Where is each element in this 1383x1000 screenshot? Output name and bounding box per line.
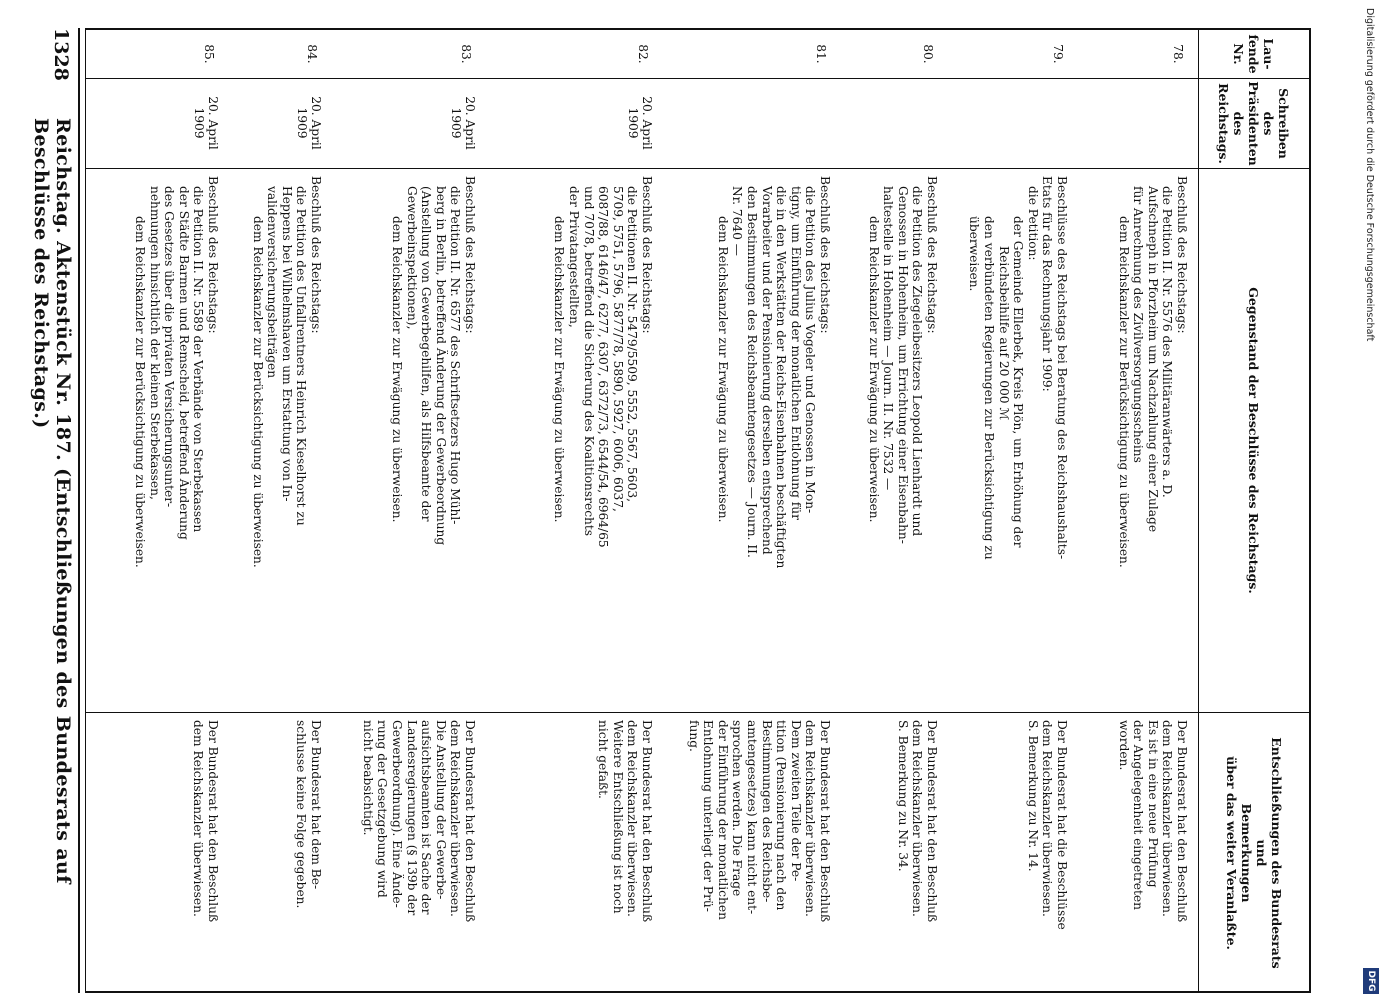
row-decision — [360, 720, 477, 982]
subject-line: Heppens bei Wilhelmshaven um Erstattung von In- — [279, 186, 294, 502]
subject-line: die Petition II. Nr. 5589 der Verbände von Sterbekassen — [191, 186, 206, 533]
subject-line: 5709, 5751, 5796, 5877/78, 5890, 5927, 6006, 6037, — [610, 186, 625, 512]
subject-line: dem Reichskanzler zur Erwägung zu überweisen. — [552, 216, 567, 523]
subject-line: Reichsbeihilfe auf 20 000 ℳ — [996, 246, 1011, 421]
row-date — [295, 80, 323, 166]
subject-line: die Petition II. Nr. 6577 des Schriftsetzers Hugo Mühl- — [448, 186, 463, 525]
subject-line: Gewerbeinspektionen), — [404, 186, 419, 330]
row-date-line: 1909 — [626, 107, 640, 139]
subject-line: Beschluß des Reichstags: — [925, 176, 939, 334]
row-number: 79. — [1051, 44, 1065, 64]
row-subject — [866, 176, 939, 704]
subject-line: die Petition: — [1025, 186, 1040, 261]
decision-line: dem Reichskanzler überwiesen. — [448, 720, 463, 917]
subject-line: dem Reichskanzler zur Berücksichtigung zu überweisen. — [250, 216, 265, 568]
subject-line: Beschluß des Reichstags: — [309, 176, 323, 334]
subject-line: die Petition des Ziegeleibesitzers Leopold Lienhardt und — [910, 186, 925, 537]
subject-line: nehmungen hinsichtlich der kleinen Sterbekassen, — [147, 186, 162, 500]
subject-line: die Petitionen II. Nr. 5479/5509, 5552, 5567, 5603, — [625, 186, 640, 502]
subject-line: Beschluß des Reichstags: — [206, 176, 220, 334]
subject-line: Beschluß des Reichstags: — [463, 176, 477, 334]
subject-line: den verbündeten Regierungen zur Berücksichtigung zu — [982, 216, 997, 560]
page-title: Reichstag. Aktenstück Nr. 187. (Entschließungen des Bundesrats auf Beschlüsse des Reichstags.) — [30, 118, 74, 884]
header-date-line: Reichstags. — [1216, 83, 1232, 164]
decision-line: Der Bundesrat hat den Beschluß — [206, 720, 220, 923]
subject-line: die in den Werkstätten der Reichs-Eisenbahnen beschäftigten — [774, 186, 789, 569]
subject-line: Beschluß des Reichstags: — [1175, 176, 1189, 334]
row-number: 78. — [1171, 44, 1185, 64]
subject-line: Aufschneph in Pforzheim um Nachzahlung einer Zulage — [1145, 186, 1160, 533]
header-date-line: Präsidenten — [1246, 81, 1262, 166]
subject-line: dem Reichskanzler zur Berücksichtigung zu überweisen. — [133, 216, 148, 568]
subject-line: für Anrechnung des Zivilversorgungsscheins — [1131, 186, 1146, 463]
subject-line: Beschluß des Reichstags: — [640, 176, 654, 334]
decision-line: Entlohnung unterliegt der Prü- — [701, 720, 716, 912]
decision-line: Der Bundesrat hat den Beschluß — [1175, 720, 1189, 923]
subject-line: Vorarbeiter und der Pensionierung derselben entsprechend — [759, 186, 774, 555]
decision-line: der Angelegenheit eingetreten — [1131, 720, 1146, 910]
decision-line: der Einführung der monatlichen — [715, 720, 730, 920]
decision-line: nicht beabsichtigt. — [360, 720, 375, 836]
subject-line: berg in Berlin, betreffend Änderung der Gewerbeordnung — [433, 186, 448, 546]
subject-line: überweisen. — [967, 216, 982, 292]
header-date-line: des — [1231, 111, 1247, 136]
decision-line: rung der Gesetzgebung wird — [375, 720, 390, 898]
row-date-line: 20. April — [206, 96, 220, 150]
subject-line: der Städte Barmen und Remscheid, betreffend Änderung — [176, 186, 191, 540]
decision-line: worden. — [1116, 720, 1131, 771]
funding-footer — [1355, 0, 1383, 1000]
row-number: 84. — [305, 44, 319, 64]
row-decision — [1116, 720, 1189, 982]
decision-line: Die Anstellung der Gewerbe- — [433, 720, 448, 900]
row-date-line: 1909 — [295, 107, 309, 139]
header-date — [1199, 79, 1309, 168]
header-decision-line: und — [1254, 839, 1269, 867]
page-header — [20, 28, 80, 993]
decision-line: Gewerbeordnung). Eine Ände- — [390, 720, 405, 908]
header-date-line: Schreiben — [1276, 88, 1292, 159]
decision-line: dem Reichskanzler überwiesen. — [1160, 720, 1175, 917]
decision-line: Landesregierungen (§ 139b der — [404, 720, 419, 916]
dfg-logo-icon: DFG — [1363, 968, 1379, 994]
header-subject-text: Gegenstand der Beschlüsse des Reichstags. — [1246, 287, 1262, 594]
decision-line: S. Bemerkung zu Nr. 34. — [895, 720, 910, 872]
header-decision-line: Bemerkungen — [1239, 803, 1254, 903]
table-row — [224, 30, 327, 991]
subject-line: und 7078, betreffend die Sicherung des Koalitionsrechts — [581, 186, 596, 537]
subject-line: die Petition des Unfallrentners Heinrich Kieselhorst zu — [294, 186, 309, 526]
subject-line: die Petition II. Nr. 5576 des Militäranwärters a. D. — [1160, 186, 1175, 498]
decision-line: dem Reichskanzler überwiesen. — [1040, 720, 1055, 917]
decision-line: S. Bemerkung zu Nr. 14. — [1025, 720, 1040, 872]
decision-line: dem Reichskanzler überwiesen. — [625, 720, 640, 917]
table-row — [85, 30, 224, 991]
decision-line: Der Bundesrat hat die Beschlüsse — [1055, 720, 1069, 930]
subject-line: (Anstellung von Gewerbegehilfen, als Hilfsbeamte der — [419, 186, 434, 522]
subject-line: haltestelle in Hohenheim — Journ. II. Nr. 7532 — — [881, 186, 896, 491]
row-subject — [715, 176, 832, 704]
row-subject — [132, 176, 220, 704]
decision-line: Der Bundesrat hat den Beschluß — [925, 720, 939, 923]
decision-line: Der Bundesrat hat den Beschluß — [818, 720, 832, 923]
header-decision-line: über das weiter Veranlaßte. — [1224, 756, 1239, 950]
row-decision — [294, 720, 323, 982]
row-decision — [596, 720, 654, 982]
table-row — [481, 30, 658, 991]
subject-line: der Gemeinde Ellerbek, Kreis Plön, um Erhöhung der — [1011, 216, 1026, 548]
row-date-line: 20. April — [309, 96, 323, 150]
header-nr-line: fende — [1246, 34, 1262, 74]
subject-line: Nr. 7640 — — [730, 186, 745, 256]
subject-line: der Privatangestellten, — [567, 186, 582, 328]
subject-line: Etats für das Rechnungsjahr 1909: — [1040, 176, 1055, 392]
header-nr-line: Lau- — [1261, 38, 1277, 70]
decision-line: dem Reichskanzler überwiesen. — [191, 720, 206, 917]
decision-line: Weitere Entschließung ist noch — [610, 720, 625, 914]
header-date-line: des — [1261, 111, 1277, 136]
row-subject — [967, 176, 1069, 704]
decision-line: tition (Pensionierung nach den — [774, 720, 789, 911]
row-subject — [552, 176, 654, 704]
row-date-line: 20. April — [463, 96, 477, 150]
header-nr — [1199, 30, 1309, 78]
row-decision — [1025, 720, 1069, 982]
row-number: 80. — [921, 44, 935, 64]
row-subject — [250, 176, 323, 704]
subject-line: des Gesetzes über die privaten Versicherungsunter- — [162, 186, 177, 508]
subject-line: dem Reichskanzler zur Berücksichtigung zu überweisen. — [1116, 216, 1131, 568]
row-date-line: 1909 — [449, 107, 463, 139]
row-date-line: 20. April — [640, 96, 654, 150]
row-date — [192, 80, 220, 166]
decision-line: Dem zweiten Teile der Pe- — [788, 720, 803, 882]
decision-line: schlusse keine Folge gegeben. — [294, 720, 309, 909]
decision-line: dem Reichskanzler überwiesen. — [910, 720, 925, 917]
table-row — [943, 30, 1073, 991]
page-number: 1328 — [50, 28, 72, 81]
subject-line: den Bestimmungen des Reichsbeamtengesetzes — Journ. II. — [745, 186, 760, 558]
row-subject — [1116, 176, 1189, 704]
decision-line: Es ist in eine neue Prüfung — [1145, 720, 1160, 888]
decision-line: sprochen werden. Die Frage — [730, 720, 745, 897]
row-number: 82. — [636, 44, 650, 64]
decision-line: Der Bundesrat hat den Beschluß — [640, 720, 654, 923]
table-row — [658, 30, 836, 991]
row-date-line: 1909 — [192, 107, 206, 139]
header-decision — [1199, 713, 1309, 993]
subject-line: Genossen in Hohenheim, um Errichtung einer Eisenbahn- — [895, 186, 910, 544]
row-number: 83. — [459, 44, 473, 64]
table-row — [327, 30, 481, 991]
decision-line: Der Bundesrat hat den Beschluß — [463, 720, 477, 923]
subject-line: die Petition des Julius Vogeler und Genossen in Mon- — [803, 186, 818, 514]
decision-line: Der Bundesrat hat dem Be- — [309, 720, 323, 890]
row-date — [449, 80, 477, 166]
table-row — [836, 30, 943, 991]
decision-line: dem Reichskanzler überwiesen. — [803, 720, 818, 917]
header-subject — [1199, 169, 1309, 712]
subject-line: tigny, um Einführung der monatlichen Entlohnung für — [788, 186, 803, 520]
subject-line: dem Reichskanzler zur Erwägung zu überweisen. — [715, 216, 730, 523]
subject-line: Beschluß des Reichstags: — [818, 176, 832, 334]
header-nr-line: Nr. — [1231, 43, 1247, 65]
header-decision-line: Entschließungen des Bundesrats — [1269, 737, 1284, 969]
subject-line: dem Reichskanzler zur Erwägung zu überweisen. — [390, 216, 405, 523]
subject-line: 6087/88, 6146/47, 6277, 6307, 6372/73, 6544/54, 6964/65 — [596, 186, 611, 548]
decision-line: amtengesetzes) kann nicht ent- — [745, 720, 760, 915]
decision-line: Bestimmungen des Reichsbe- — [759, 720, 774, 903]
row-decision — [191, 720, 220, 982]
row-number: 81. — [814, 44, 828, 64]
row-date — [626, 80, 654, 166]
subject-line: Beschlüsse des Reichstags bei Beratung des Reichshaushalts- — [1055, 176, 1069, 560]
row-decision — [895, 720, 939, 982]
resolutions-table — [85, 28, 1311, 993]
decision-line: aufsichtsbeamten ist Sache der — [419, 720, 434, 915]
subject-line: validenversicherungsbeiträgen — [265, 186, 280, 379]
decision-line: nicht gefaßt. — [596, 720, 611, 799]
decision-line: fung. — [686, 720, 701, 752]
subject-line: dem Reichskanzler zur Erwägung zu überweisen. — [866, 216, 881, 523]
funding-note: Digitalisierung gefördert durch die Deutsche Forschungsgemeinschaft — [1364, 8, 1375, 342]
table-row — [1073, 30, 1193, 991]
row-decision — [686, 720, 832, 982]
row-number: 85. — [202, 44, 216, 64]
row-subject — [389, 176, 477, 704]
